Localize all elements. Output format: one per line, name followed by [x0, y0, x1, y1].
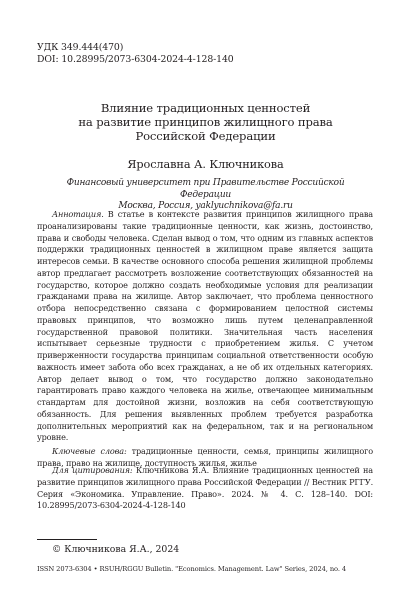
abstract-label: Аннотация. [52, 209, 104, 219]
title-line: Российской Федерации [135, 128, 276, 143]
article-title [40, 102, 371, 143]
journal-footer: ISSN 2073-6304 • RSUH/RGGU Bulletin. "Economics. Management. Law" Series, 2024, no. 4 [37, 565, 347, 573]
title-line: на развитие принципов жилищного права [78, 114, 333, 129]
affiliation-line: Финансовый университет при Правительстве Российской Федерации [66, 178, 345, 200]
author-affiliation [40, 178, 371, 213]
citation-paragraph [37, 465, 373, 512]
doi-code[interactable]: DOI: 10.28995/2073-6304-2024-4-128-140 [37, 53, 234, 65]
copyright-notice: © Ключникова Я.А., 2024 [52, 544, 180, 555]
title-line: Влияние традиционных ценностей [100, 101, 311, 115]
abstract-block [37, 209, 373, 470]
affiliation-line: Москва, Россия, yaklyuchnikova@fa.ru [118, 201, 293, 211]
keywords-label: Ключевые слова: [52, 446, 127, 456]
citation-label: Для цитирования: [52, 465, 133, 475]
abstract-paragraph [37, 209, 373, 444]
keywords-text: традиционные ценности, семья, принципы жилищного права, право на жилище, доступность жилья, жилье [37, 446, 373, 468]
abstract-text: В статье в контексте развития принципов жилищного права проанализированы такие традиционные ценности, как жизнь, достоинство, права и свободы человека. Сделан вывод о том, что одним из главных аспектов поддержки традиционных ценностей в жилищном праве является защита интересов семьи. В качестве основного способа решения жилищной проблемы автор предлагает рассмотреть возложение соответствующих обязанностей на государство, которое должно создать необходимые условия для реализации гражданами права на жилище. Автор заключает, что проблема ценностного отбора непосредственно связана с формированием целостной системы правовых принципов, что возможно лишь путем целенаправленной государственной правовой политики. Значительная часть населения испытывает серьезные трудности с приобретением жилья. С учетом приверженности государства принципам социальной ответственности особую важность имеет забота обо всех гражданах, а не об их отдельных категориях. Автор делает вывод о том, что государство должно законодательно гарантировать право каждого человека на жилье, отвечающее минимальным стандартам для достойной жизни, возложив на себя соответствующую обязанность. Для решения выявленных проблем требуется разработка дополнительных мероприятий как на федеральном, так и на региональном уровне. [37, 209, 374, 443]
author-name: Ярославна А. Ключникова [127, 158, 284, 171]
citation-block [37, 465, 373, 512]
footnote-divider [37, 539, 97, 540]
udk-code: УДК 349.444(470) [37, 42, 124, 53]
article-metadata [37, 42, 234, 65]
citation-text: Ключникова Я.А. Влияние традиционных ценностей на развитие принципов жилищного права Российской Федерации // Вестник РГГУ. Серия «Экономика. Управление. Право». 2024. № 4. С. 128–140. DOI: 10.28995/2073-6304-2024-4-128-140 [37, 465, 373, 511]
